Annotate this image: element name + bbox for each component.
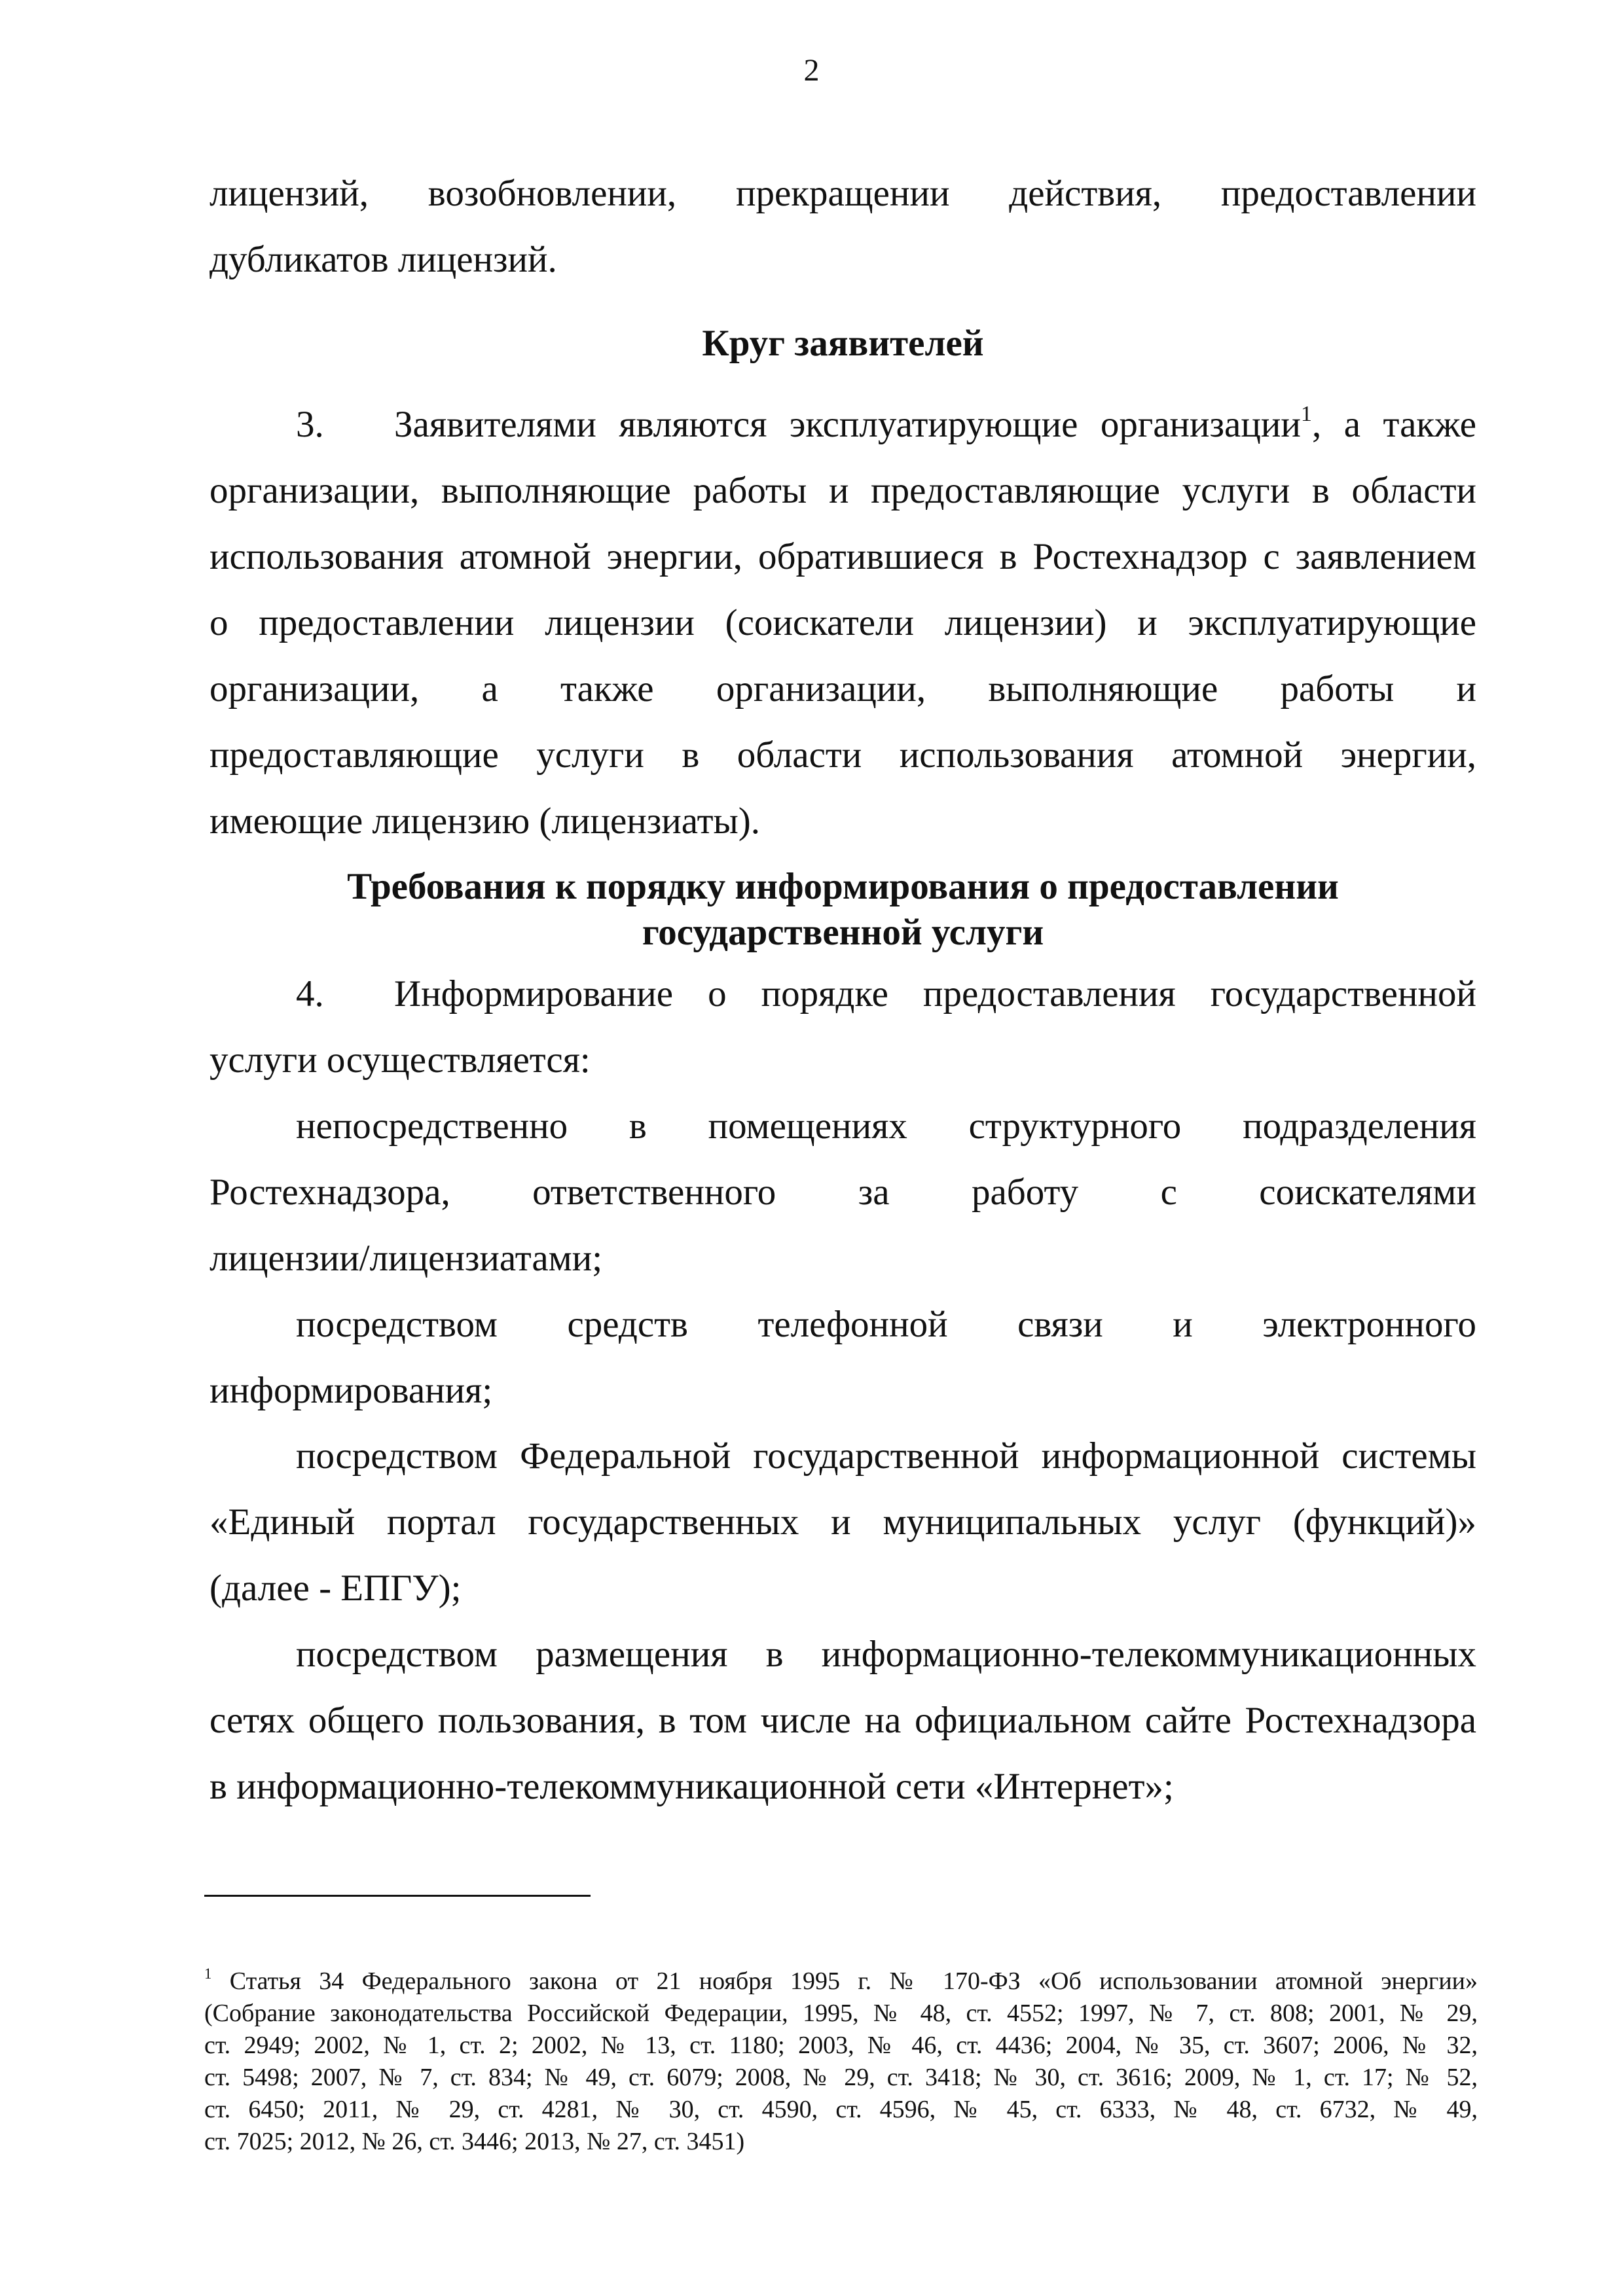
text-line bbox=[210, 961, 1476, 1027]
text-line: имеющие лицензию (лицензиаты). bbox=[210, 800, 761, 842]
text-span: Информирование о порядке предоставления государственной bbox=[394, 973, 1476, 1014]
paragraph-number: 3. bbox=[296, 404, 324, 445]
list-item-epgu bbox=[210, 1423, 1476, 1621]
section-heading-applicants: Круг заявителей bbox=[702, 323, 984, 364]
text-line: услуги осуществляется: bbox=[210, 1039, 591, 1081]
text-line: Ростехнадзора, ответственного за работу с соискателями bbox=[210, 1172, 1476, 1213]
text-line: посредством средств телефонной связи и электронного bbox=[296, 1304, 1476, 1345]
footnote-line: ст. 2949; 2002, № 1, ст. 2; 2002, № 13, ст. 1180; 2003, № 46, ст. 4436; 2004, № 35, ст. 3607; 2006, № 32, bbox=[204, 2032, 1478, 2059]
text-line: (далее - ЕПГУ); bbox=[210, 1568, 462, 1609]
text-line: посредством размещения в информационно-телекоммуникационных bbox=[296, 1634, 1476, 1675]
text-line: «Единый портал государственных и муниципальных услуг (функций)» bbox=[210, 1501, 1476, 1543]
text-span: Заявителями являются эксплуатирующие организации bbox=[394, 404, 1301, 445]
text-line: предоставляющие услуги в области использования атомной энергии, bbox=[210, 734, 1476, 776]
heading-line: государственной услуги bbox=[642, 912, 1044, 953]
footnote-reference: 1 bbox=[1300, 402, 1312, 427]
text-line: посредством Федеральной государственной информационной системы bbox=[296, 1435, 1476, 1477]
text-line: дубликатов лицензий. bbox=[210, 239, 557, 280]
text-line: лицензий, возобновлении, прекращении действия, предоставлении bbox=[210, 173, 1476, 214]
footnote-line: ст. 7025; 2012, № 26, ст. 3446; 2013, № 27, ст. 3451) bbox=[204, 2128, 745, 2155]
paragraph-4 bbox=[210, 961, 1476, 1093]
text-line: непосредственно в помещениях структурного подразделения bbox=[296, 1105, 1476, 1147]
paragraph-number: 4. bbox=[296, 973, 324, 1014]
text-line: организации, выполняющие работы и предоставляющие услуги в области bbox=[210, 470, 1476, 511]
text-line bbox=[210, 391, 1476, 457]
text-line: использования атомной энергии, обратившиеся в Ростехнадзор с заявлением bbox=[210, 536, 1476, 577]
footnote-line: (Собрание законодательства Российской Федерации, 1995, № 48, ст. 4552; 1997, № 7, ст. 808; 2001, № 29, bbox=[204, 2000, 1478, 2027]
list-item-internet bbox=[210, 1621, 1476, 1820]
paragraph-3 bbox=[210, 391, 1476, 854]
footnote bbox=[204, 1965, 1478, 2158]
section-heading-informing bbox=[210, 864, 1476, 956]
text-line: лицензии/лицензиатами; bbox=[210, 1238, 603, 1279]
list-item-premises bbox=[210, 1093, 1476, 1291]
heading-line: Требования к порядку информирования о предоставлении bbox=[347, 866, 1339, 907]
text-line: информирования; bbox=[210, 1370, 493, 1411]
footnote-line: ст. 5498; 2007, № 7, ст. 834; № 49, ст. 6079; 2008, № 29, ст. 3418; № 30, ст. 3616; 2009, № 1, ст. 17; № 52, bbox=[204, 2064, 1478, 2091]
intro-paragraph bbox=[210, 160, 1476, 293]
footnote-line: ст. 6450; 2011, № 29, ст. 4281, № 30, ст. 4590, ст. 4596, № 45, ст. 6333, № 48, ст. 6732, № 49, bbox=[204, 2096, 1478, 2123]
text-line: сетях общего пользования, в том числе на официальном сайте Ростехнадзора bbox=[210, 1700, 1476, 1741]
text-span: , а также bbox=[1311, 404, 1476, 445]
footnote-line bbox=[204, 1965, 1478, 1998]
page-number: 2 bbox=[803, 53, 820, 88]
text-line: в информационно-телекоммуникационной сети «Интернет»; bbox=[210, 1766, 1174, 1807]
footnote-separator bbox=[204, 1895, 591, 1897]
text-line: о предоставлении лицензии (соискатели лицензии) и эксплуатирующие bbox=[210, 602, 1476, 643]
list-item-telephone bbox=[210, 1291, 1476, 1424]
text-span: Статья 34 Федерального закона от 21 ноября 1995 г. № 170-ФЗ «Об использовании атомной энергии» bbox=[229, 1967, 1478, 1995]
text-line: организации, а также организации, выполняющие работы и bbox=[210, 668, 1476, 709]
footnote-mark: 1 bbox=[204, 1965, 212, 1982]
